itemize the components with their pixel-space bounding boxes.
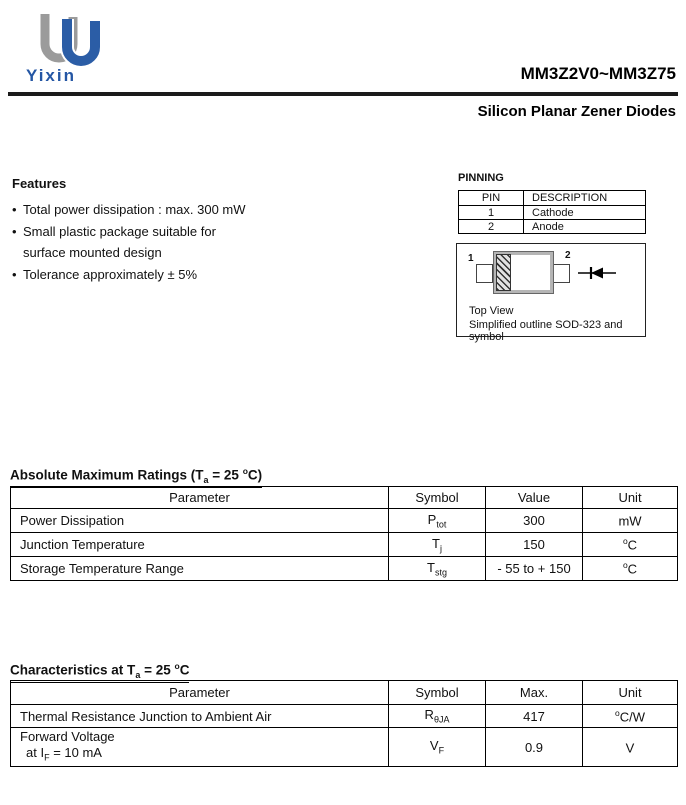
bullet-icon: •: [12, 266, 17, 282]
feature-text: Small plastic package suitable for: [23, 223, 216, 239]
symbol-base: T: [427, 559, 435, 575]
max-value-cell: 417: [486, 705, 583, 728]
symbol-base: V: [429, 738, 439, 754]
package-outline-figure: [456, 243, 646, 343]
parameter-cell: [11, 728, 389, 767]
title-text: = 25: [208, 467, 243, 483]
cathode-band-hatch: [496, 254, 511, 291]
unit-column-header: Unit: [583, 681, 678, 705]
symbol-base: P: [427, 511, 437, 527]
absolute-maximum-ratings-table: [10, 486, 678, 581]
symbol-cell: [389, 728, 486, 767]
max-column-header: Max.: [486, 681, 583, 705]
pin-column-header: PIN: [459, 191, 524, 206]
unit-column-header: Unit: [583, 487, 678, 509]
feature-item: [12, 221, 342, 243]
title-subscript: a: [135, 670, 141, 681]
unit-text: mW: [618, 513, 642, 529]
pin-number-cell: 2: [459, 220, 524, 234]
symbol-base: R: [424, 707, 434, 723]
amr-section-title: [10, 466, 262, 488]
value-cell: - 55 to + 150: [486, 557, 583, 581]
unit-text: C/W: [619, 709, 645, 725]
bullet-icon: •: [12, 202, 17, 217]
package-lead-right: [553, 264, 570, 283]
package-lead-left: [476, 264, 493, 283]
parameter-cell: Storage Temperature Range: [11, 557, 389, 581]
title-subscript: a: [203, 475, 209, 486]
symbol-base: T: [432, 535, 440, 551]
degree-symbol: o: [622, 536, 628, 547]
unit-cell: [583, 533, 678, 557]
symbol-cell: [389, 557, 486, 581]
parameter-cell: Thermal Resistance Junction to Ambient Air: [11, 705, 389, 728]
table-row: [459, 206, 646, 220]
title-text: = 25: [140, 662, 175, 678]
degree-symbol: o: [242, 466, 248, 476]
unit-cell: [583, 509, 678, 533]
pin-description-cell: Anode: [524, 220, 646, 234]
parameter-column-header: Parameter: [11, 487, 389, 509]
table-row: [11, 705, 678, 728]
parameter-line2: [20, 745, 388, 766]
condition-text: = 10 mA: [49, 744, 102, 760]
pin-description-cell: Cathode: [524, 206, 646, 220]
symbol-column-header: Symbol: [389, 487, 486, 509]
symbol-subscript: tot: [436, 519, 447, 530]
table-header-row: [459, 191, 646, 206]
unit-cell: [583, 557, 678, 581]
symbol-subscript: θJA: [433, 714, 450, 725]
zener-diode-symbol-icon: [578, 265, 616, 281]
max-value-cell: 0.9: [486, 728, 583, 767]
parameter-cell: Power Dissipation: [11, 509, 389, 533]
condition-subscript: F: [44, 752, 50, 763]
description-column-header: DESCRIPTION: [524, 191, 646, 206]
characteristics-table: [10, 680, 678, 767]
symbol-subscript: stg: [434, 567, 447, 578]
table-header-row: [11, 681, 678, 705]
features-heading: Features: [12, 176, 67, 191]
condition-text: at I: [26, 744, 45, 760]
parameter-cell: Junction Temperature: [11, 533, 389, 557]
unit-text: C: [627, 561, 638, 577]
title-text: C): [247, 467, 263, 483]
table-row: [11, 557, 678, 581]
symbol-cell: [389, 705, 486, 728]
table-row: [11, 728, 678, 767]
title-text: C: [179, 662, 190, 678]
table-header-row: [11, 487, 678, 509]
package-caption: Simplified outline SOD-323 and symbol: [469, 319, 623, 343]
pinning-heading: PINNING: [458, 172, 504, 184]
double-u-logo-icon: [40, 14, 100, 68]
top-view-label: Top View: [469, 305, 514, 317]
table-row: [11, 533, 678, 557]
symbol-cell: [389, 509, 486, 533]
value-column-header: Value: [486, 487, 583, 509]
degree-symbol: o: [614, 707, 620, 718]
feature-item: [12, 264, 342, 286]
unit-text: V: [625, 740, 635, 756]
pinning-table: [458, 190, 646, 234]
table-row: [459, 220, 646, 234]
feature-text: Total power dissipation : max. 300 mW: [23, 202, 246, 217]
pin1-label: 1: [468, 253, 474, 264]
pin-number-cell: 1: [459, 206, 524, 220]
features-section: [12, 176, 342, 285]
symbol-column-header: Symbol: [389, 681, 486, 705]
title-text: Absolute Maximum Ratings (T: [10, 467, 204, 483]
value-cell: 150: [486, 533, 583, 557]
feature-text: surface mounted design: [23, 245, 162, 260]
title-text: Characteristics at T: [10, 662, 136, 678]
feature-text: Tolerance approximately ± 5%: [23, 266, 198, 282]
feature-item: [12, 199, 342, 221]
value-cell: 300: [486, 509, 583, 533]
parameter-line1: Forward Voltage: [20, 728, 115, 744]
brand-name: Yixin: [26, 66, 76, 85]
symbol-cell: [389, 533, 486, 557]
page-subtitle: Silicon Planar Zener Diodes: [477, 103, 676, 120]
unit-text: C: [627, 537, 638, 553]
unit-cell: [583, 728, 678, 767]
unit-cell: [583, 705, 678, 728]
feature-item: [12, 242, 342, 264]
symbol-subscript: F: [438, 745, 445, 756]
degree-symbol: o: [174, 661, 180, 671]
parameter-column-header: Parameter: [11, 681, 389, 705]
page-title: MM3Z2V0~MM3Z75: [520, 64, 676, 83]
pin2-label: 2: [565, 250, 571, 261]
degree-symbol: o: [622, 560, 628, 571]
header-rule: [8, 92, 678, 96]
bullet-icon: •: [12, 223, 17, 239]
table-row: [11, 509, 678, 533]
package-body: [493, 251, 554, 294]
symbol-subscript: j: [439, 543, 442, 554]
